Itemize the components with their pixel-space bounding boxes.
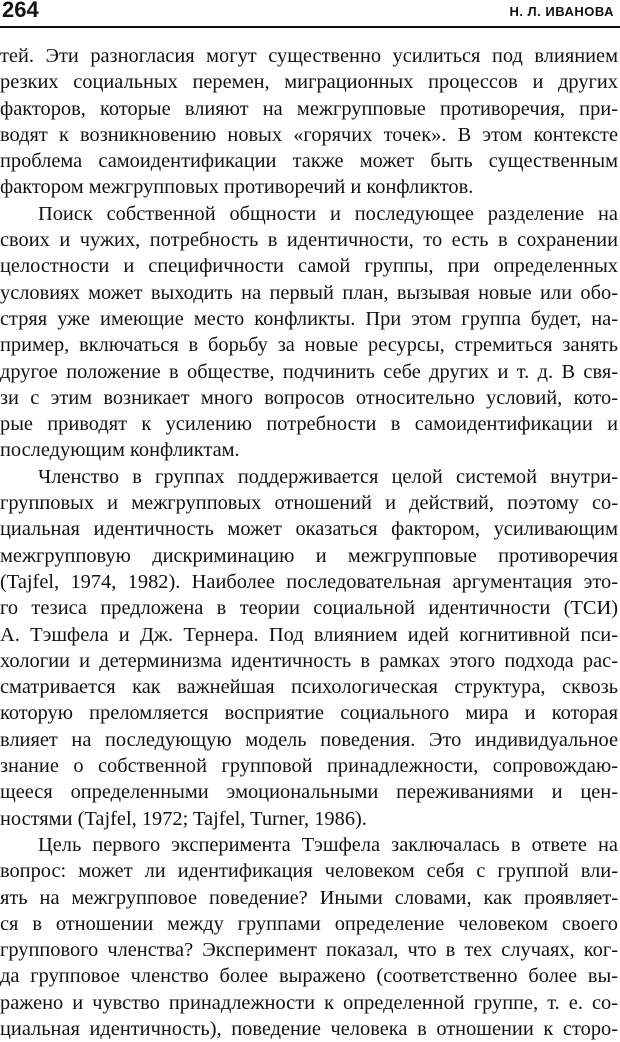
text-line: А. Тэшфела и Дж. Тернера. Под влиянием идей когнитивной пси-	[0, 623, 618, 646]
text-line: пример, включаться в борьбу за новые ресурсы, стремиться занять	[0, 334, 618, 357]
text-line: межгрупповую дискриминацию и межгрупповые противоречия	[0, 544, 618, 567]
text-line: вопрос: может ли идентификация человеком себя с группой вли-	[0, 860, 618, 883]
text-line: циальная идентичность может оказаться фактором, усиливающим	[0, 518, 618, 541]
text-line: ять на межгрупповое поведение? Иными словами, как проявляет-	[0, 886, 618, 909]
page-number: 264	[2, 0, 39, 22]
text-line: ностями (Tajfel, 1972; Tajfel, Turner, 1986).	[0, 807, 367, 830]
text-line: тей. Эти разногласия могут существенно усилиться под влиянием	[0, 45, 618, 67]
text-line: проблема самоидентификации также может быть существенным	[0, 150, 618, 173]
text-line: Поиск собственной общности и последующее разделение на	[38, 202, 618, 225]
text-line: хологии и детерминизма идентичность в рамках этого подхода рас-	[0, 649, 618, 672]
text-line: факторов, которые влияют на межгрупповые противоречия, при-	[0, 97, 618, 120]
text-line: фактором межгрупповых противоречий и конфликтов.	[0, 176, 474, 199]
text-line: целостности и специфичности самой группы, при определенных	[0, 255, 618, 278]
text-line: зи с этим возникает много вопросов относительно условий, кото-	[0, 386, 618, 409]
page-header	[0, 0, 620, 26]
body-text	[0, 43, 620, 1042]
text-line: да групповое членство более выражено (соответственно более вы-	[0, 965, 618, 988]
text-line: влияет на последующую модель поведения. Это индивидуальное	[0, 728, 618, 751]
running-head-author: Н. Л. ИВАНОВА	[509, 4, 614, 19]
text-line: циальная идентичность), поведение человека в отношении к сторо-	[0, 1017, 618, 1040]
text-line: сматривается как важнейшая психологическая структура, сквозь	[0, 676, 618, 699]
text-line: водят к возникновению новых «горячих точек». В этом контексте	[0, 123, 618, 146]
text-line: Членство в группах поддерживается целой системой внутри-	[38, 465, 618, 488]
text-line: рые приводят к усилению потребности в самоидентификации и	[0, 413, 618, 436]
text-line: ражено и чувство принадлежности к определенной группе, т. е. со-	[0, 991, 618, 1014]
text-line: последующим конфликтам.	[0, 439, 240, 462]
text-line: групповых и межгрупповых отношений и действий, поэтому со-	[0, 492, 618, 515]
text-line: ся в отношении между группами определение человеком своего	[0, 912, 618, 935]
text-line: щееся определенными эмоциональными переживаниями и цен-	[0, 781, 618, 804]
text-line: группового членства? Эксперимент показал, что в тех случаях, ког-	[0, 939, 618, 962]
text-line: (Tajfel, 1974, 1982). Наиболее последовательная аргументация это-	[0, 570, 618, 593]
text-line: резких социальных перемен, миграционных процессов и других	[0, 71, 618, 94]
text-line: знание о собственной групповой принадлежности, сопровождаю-	[0, 755, 618, 778]
text-line: го тезиса предложена в теории социальной идентичности (ТСИ)	[0, 597, 618, 620]
text-line: стряя уже имеющие место конфликты. При этом группа будет, на-	[0, 307, 618, 330]
text-line: другое положение в обществе, подчинить себе других и т. д. В свя-	[0, 360, 618, 383]
text-line: Цель первого эксперимента Тэшфела заключалась в ответе на	[38, 833, 618, 856]
text-line: условиях может выходить на первый план, вызывая новые или обо-	[0, 281, 618, 304]
text-line: своих и чужих, потребность в идентичности, то есть в сохранении	[0, 229, 618, 252]
text-line: которую преломляется восприятие социального мира и которая	[0, 702, 618, 725]
header-rule	[0, 26, 620, 28]
